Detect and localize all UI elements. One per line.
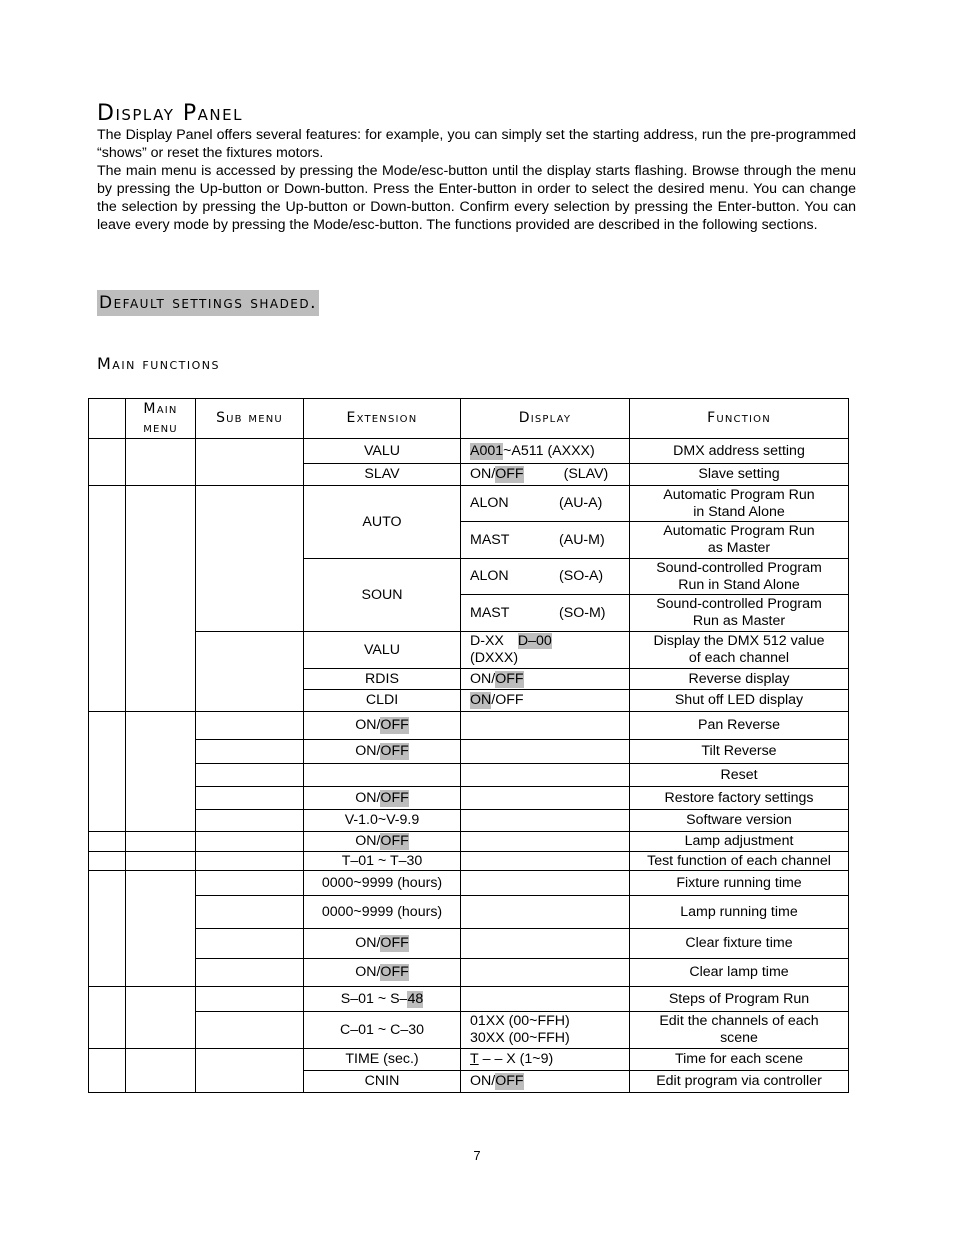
header-extension: Extension (346, 410, 418, 426)
table-row-display: ON/ OFF (SLAV) (470, 466, 609, 482)
table-row-ext: SLAV (364, 466, 400, 482)
table-row-function: Test function of each channel (647, 852, 831, 869)
table-row-function: Software version (686, 812, 792, 828)
page-number: 7 (473, 1148, 481, 1163)
table-row-function: Reverse display (688, 670, 790, 687)
table-row-display: MAST (AU-M) (470, 531, 605, 548)
table-row-function: Reset (720, 766, 758, 783)
table-row-ext: 0000~9999 (hours) (321, 874, 443, 891)
table-row-ext: C–01 ~ C–30 (339, 1021, 424, 1038)
table-row-ext: ON/ OFF (355, 964, 409, 980)
extension-soun: SOUN (361, 586, 403, 603)
table-row-display: ALON (AU-A) (470, 495, 603, 511)
header-display: Display (518, 410, 572, 426)
table-row-function: Restore factory settings (664, 789, 814, 806)
table-row-display: T – – X (1~9) (470, 1051, 554, 1067)
table-row-ext: V-1.0~V-9.9 (344, 812, 420, 828)
table-row-ext: S–01 ~ S– 48 (340, 990, 424, 1007)
table-row-ext: TIME (sec.) (345, 1051, 419, 1067)
table-row-function: DMX address setting (673, 442, 805, 459)
header-sub-menu: Sub menu (216, 410, 283, 426)
table-row-function: Tilt Reverse (701, 743, 777, 759)
table-row-display: ON /OFF (470, 692, 524, 708)
intro-paragraph-1: The Display Panel offers several features: for example, you can simply set the starting address, run the pre-programmed “shows” or reset the fixtures motors. (97, 127, 856, 161)
table-row-function: Steps of Program Run (668, 990, 810, 1007)
table-row-display: A001 ~A511 (AXXX) (470, 442, 595, 459)
table-row-function: Display the DMX 512 value of each channel (653, 633, 825, 666)
table-row-function: Automatic Program Run as Master (663, 523, 815, 556)
table-row-function: Edit the channels of each scene (659, 1013, 819, 1046)
table-row-function: Pan Reverse (697, 717, 780, 733)
table-row-ext: ON/ OFF (355, 743, 409, 759)
table-row-function: Clear fixture time (685, 935, 793, 951)
table-row-display: ALON (SO-A) (470, 568, 604, 584)
table-row-display: 01XX (00~FFH) 30XX (00~FFH) (470, 1013, 570, 1046)
table-row-display: ON/ OFF (470, 670, 524, 687)
table-row-ext: ON/ OFF (355, 717, 409, 733)
default-settings-note: Default settings shaded. (97, 290, 319, 316)
table-row-ext: ON/ OFF (355, 789, 409, 806)
table-row-ext: ON/ OFF (355, 935, 409, 951)
table-row-ext: CNIN (364, 1073, 400, 1089)
table-row-display: MAST (SO-M) (470, 604, 606, 621)
table-row-function: Automatic Program Run in Stand Alone (663, 486, 815, 520)
table-row-ext: VALU (363, 641, 400, 658)
table-row-ext: VALU (363, 442, 400, 459)
header-main-menu: Main menu (143, 400, 178, 436)
table-row-function: Edit program via controller (656, 1073, 822, 1089)
table-row-display: D-XX D–00 (DXXX) (470, 633, 552, 666)
extension-auto: AUTO (362, 513, 402, 530)
section-heading: Main functions (97, 354, 221, 373)
table-row-function: Time for each scene (674, 1051, 803, 1067)
table-row-function: Sound-controlled Program Run in Stand Alone (656, 559, 822, 593)
table-row-function: Sound-controlled Program Run as Master (656, 596, 822, 629)
table-row-ext: CLDI (365, 692, 399, 708)
table-row-ext: T–01 ~ T–30 (341, 852, 423, 869)
page-title: Display Panel (97, 101, 243, 126)
table-row-ext: 0000~9999 (hours) (321, 903, 443, 920)
table-row-ext: ON/ OFF (355, 833, 409, 849)
table-row-function: Lamp running time (680, 903, 798, 920)
table-row-function: Slave setting (698, 466, 780, 482)
table-row-function: Clear lamp time (689, 964, 789, 980)
table-row-ext: RDIS (365, 670, 399, 687)
table-row-function: Shut off LED display (674, 692, 804, 708)
table-row-function: Fixture running time (676, 874, 802, 891)
table-row-function: Lamp adjustment (684, 833, 794, 849)
table-row-display: ON/ OFF (470, 1073, 524, 1089)
header-function: Function (707, 410, 771, 426)
intro-paragraph-2: The main menu is accessed by pressing the Mode/esc-button until the display starts flashing. Browse through the menu by pressing the Up-button or Down-button. Press the Enter-button in order to select the desired menu. You can change the selection by pressing the Up-button or Down-button. Confirm every selection by pressing the Enter-button. You can leave every mode by pressing the Mode/esc-button. The functions provided are described in the following sections. (97, 163, 856, 233)
